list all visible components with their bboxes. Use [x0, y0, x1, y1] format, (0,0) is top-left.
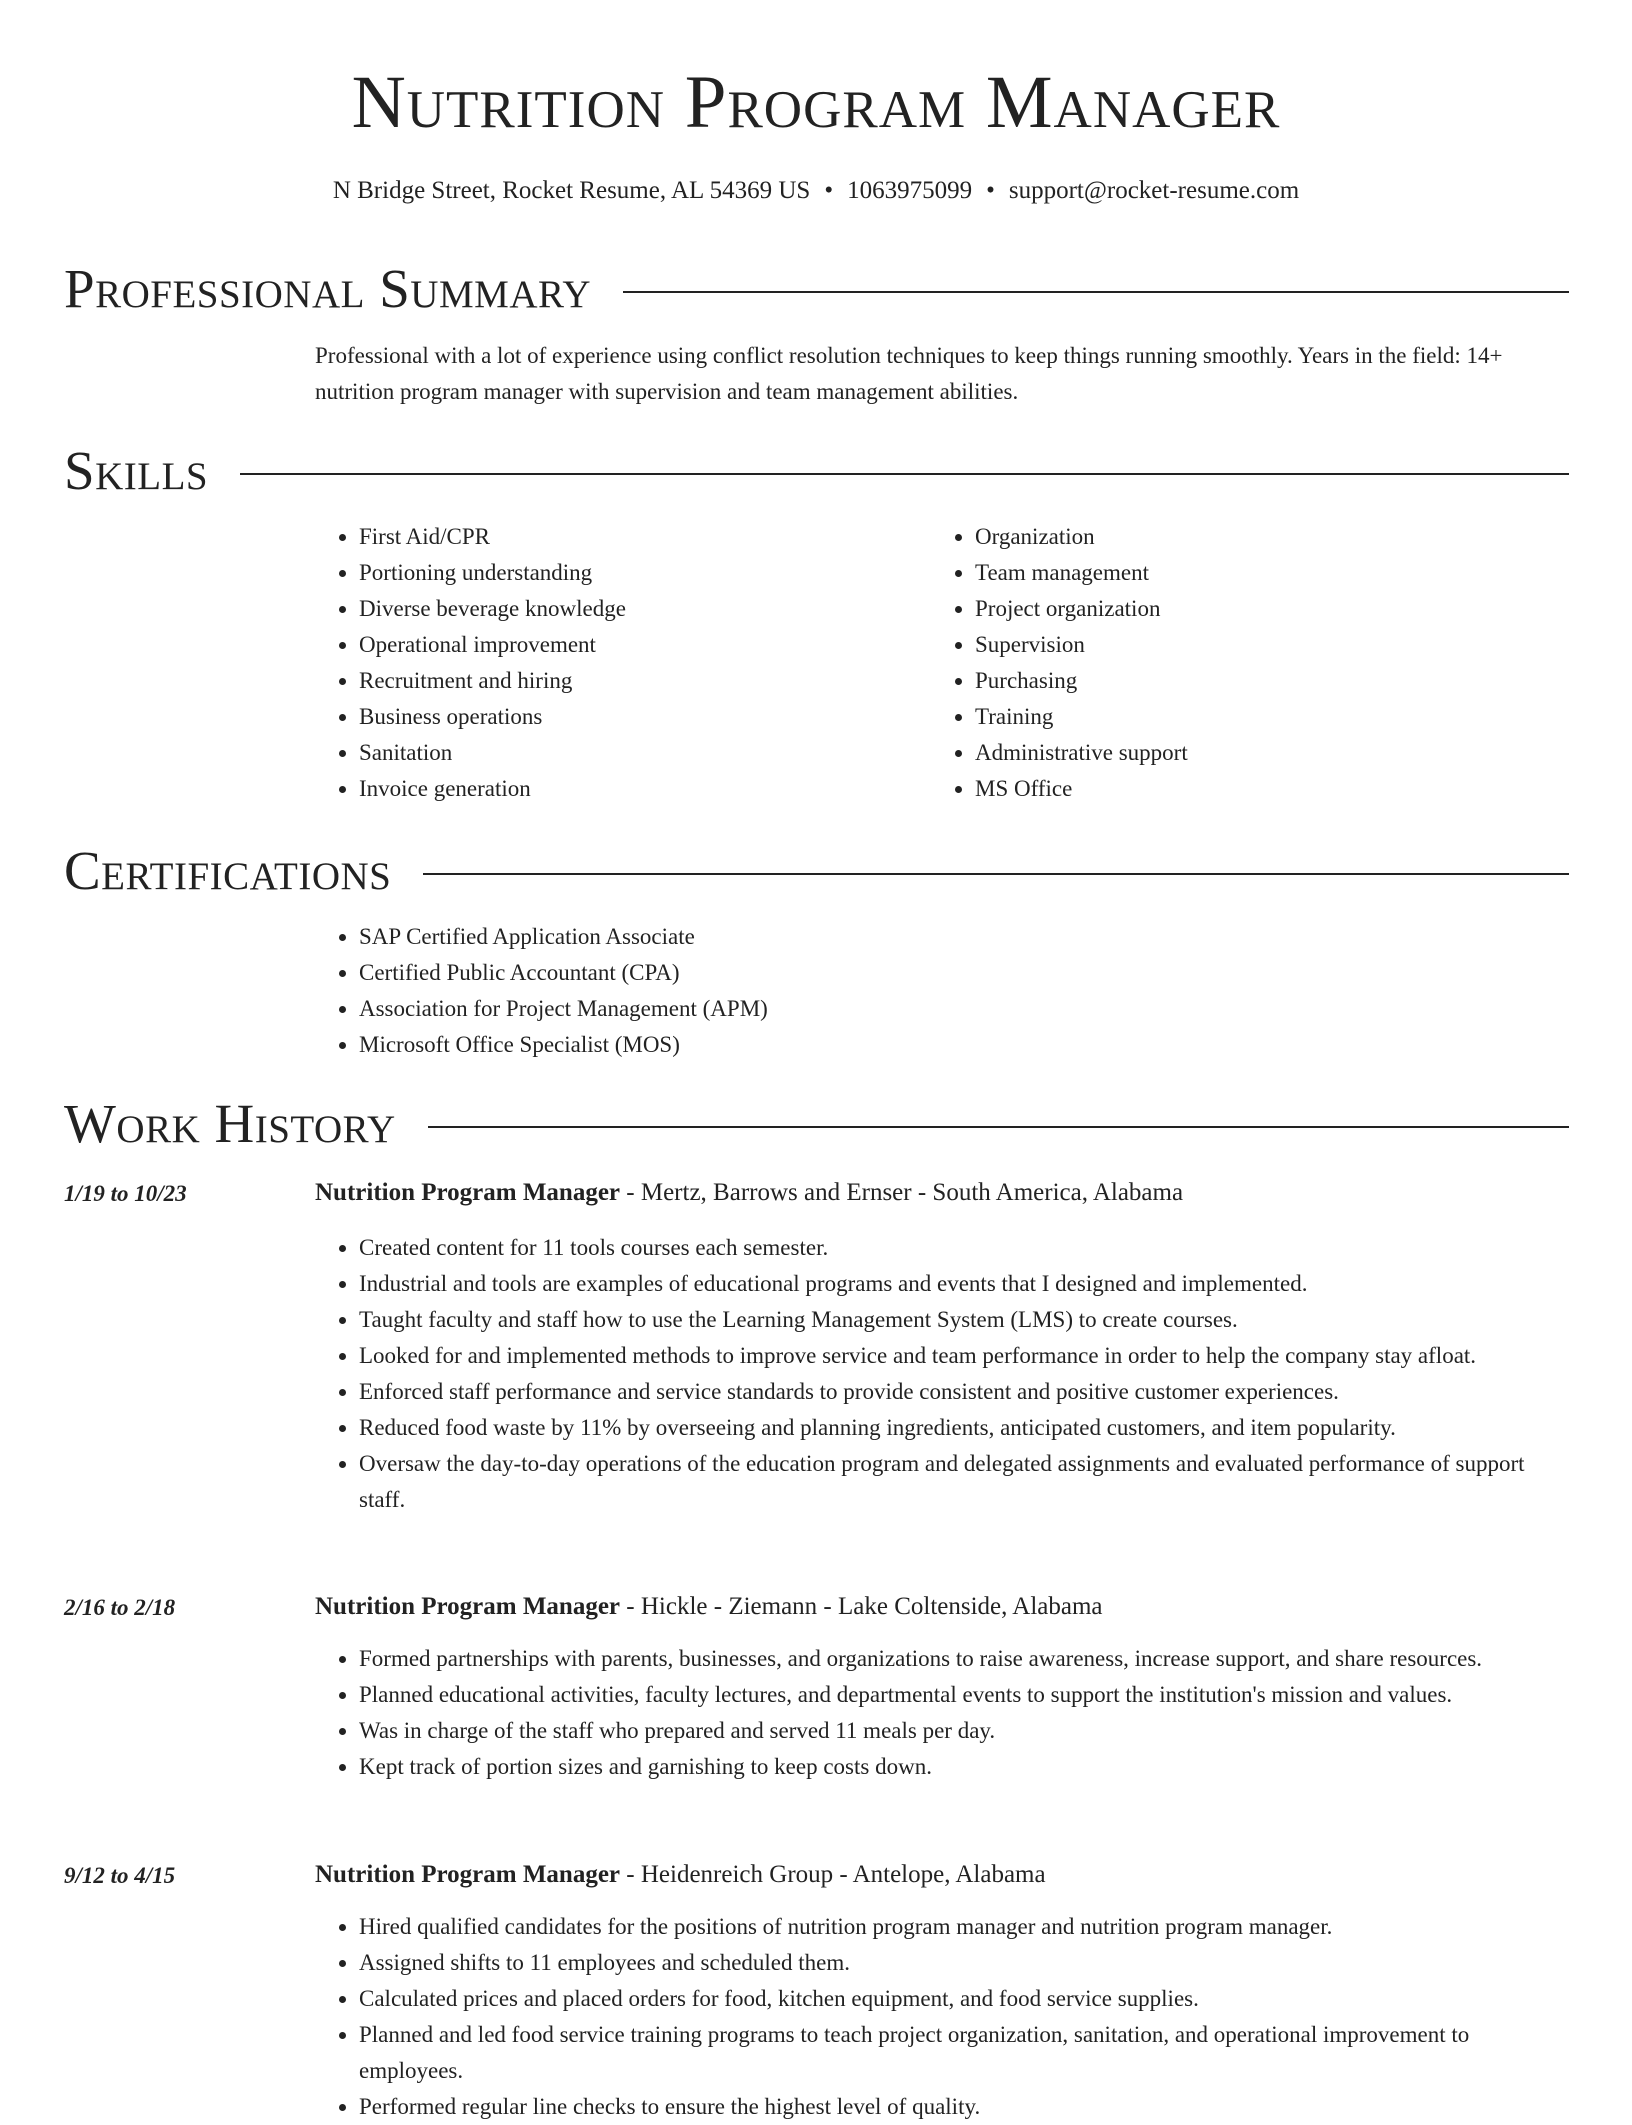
- skill-item: • First Aid/CPR: [359, 519, 915, 555]
- skill-item: • Diverse beverage knowledge: [359, 591, 915, 627]
- job-bullets: [315, 1909, 1571, 2125]
- contact-phone: 1063975099: [847, 177, 973, 204]
- section-divider: [623, 291, 1569, 293]
- job-bullet: • Kept track of portion sizes and garnishing to keep costs down.: [359, 1749, 1571, 1785]
- job-bullet: • Planned educational activities, faculty lectures, and departmental events to support the institution's mission and values.: [359, 1677, 1571, 1713]
- section-title-work-history: Work History: [64, 1092, 396, 1154]
- job-heading: [315, 1175, 1565, 1211]
- skill-item: • Operational improvement: [359, 627, 915, 663]
- job-bullet-list: [315, 1230, 1571, 1518]
- job-employer: - Mertz, Barrows and Ernser - South America, Alabama: [620, 1179, 1184, 1206]
- contact-separator: •: [824, 177, 834, 204]
- certification-item: • Association for Project Management (APM): [359, 991, 1215, 1027]
- contact-email[interactable]: support@rocket-resume.com: [1008, 177, 1300, 204]
- section-header-certifications: [64, 840, 1569, 900]
- job-heading: [315, 1857, 1565, 1893]
- skills-list-2: [931, 519, 1531, 807]
- job-bullet: • Assigned shifts to 11 employees and scheduled them.: [359, 1945, 1571, 1981]
- job-employer: - Hickle - Ziemann - Lake Coltenside, Alabama: [620, 1593, 1103, 1620]
- job-bullet: • Reduced food waste by 11% by overseeing and planning ingredients, anticipated customers, and item popularity.: [359, 1410, 1571, 1446]
- summary-text: Professional with a lot of experience using conflict resolution techniques to keep things running smoothly. Years in the field: 14+ nutrition program manager with supervision and team management abilities.: [315, 343, 1503, 404]
- section-divider: [423, 873, 1569, 875]
- job-bullet: • Formed partnerships with parents, businesses, and organizations to raise awareness, increase support, and share resources.: [359, 1641, 1571, 1677]
- section-header-skills: [64, 440, 1569, 500]
- section-title-summary: Professional Summary: [64, 257, 592, 319]
- job-bullet: • Oversaw the day-to-day operations of the education program and delegated assignments and evaluated performance of support staff.: [359, 1446, 1571, 1518]
- certification-item: • Microsoft Office Specialist (MOS): [359, 1027, 1215, 1063]
- skill-item: • Purchasing: [975, 663, 1531, 699]
- job-dates: 9/12 to 4/15: [64, 1863, 176, 1888]
- section-header-summary: [64, 258, 1569, 318]
- certifications-block: [315, 919, 1215, 1063]
- skill-item: • Recruitment and hiring: [359, 663, 915, 699]
- skill-item: • Team management: [975, 555, 1531, 591]
- skills-list-1: [315, 519, 915, 807]
- job-bullet: • Planned and led food service training programs to teach project organization, sanitation, and operational improvement to employees.: [359, 2017, 1571, 2089]
- section-header-work-history: [64, 1093, 1569, 1153]
- job-title: Nutrition Program Manager: [315, 1593, 621, 1620]
- skill-item: • MS Office: [975, 771, 1531, 807]
- section-divider: [428, 1126, 1569, 1128]
- job-employer: - Heidenreich Group - Antelope, Alabama: [620, 1861, 1046, 1888]
- job-dates: 2/16 to 2/18: [64, 1595, 176, 1620]
- job-title: Nutrition Program Manager: [315, 1861, 621, 1888]
- skill-item: • Business operations: [359, 699, 915, 735]
- job-bullet-list: [315, 1641, 1571, 1785]
- skill-item: • Organization: [975, 519, 1531, 555]
- job-bullets: [315, 1230, 1571, 1518]
- job-heading: [315, 1589, 1565, 1625]
- skill-item: • Portioning understanding: [359, 555, 915, 591]
- job-bullet: • Created content for 11 tools courses each semester.: [359, 1230, 1571, 1266]
- contact-separator: •: [986, 177, 995, 204]
- section-title-skills: Skills: [64, 439, 209, 501]
- job-dates: 1/19 to 10/23: [64, 1181, 187, 1206]
- section-title-certifications: Certifications: [64, 839, 392, 901]
- contact-line: [0, 174, 1632, 208]
- skill-item: • Training: [975, 699, 1531, 735]
- job-title: Nutrition Program Manager: [315, 1179, 621, 1206]
- section-divider: [240, 473, 1569, 475]
- job-bullet: • Calculated prices and placed orders for food, kitchen equipment, and food service supplies.: [359, 1981, 1571, 2017]
- certifications-list: [315, 919, 1215, 1063]
- skill-item: • Administrative support: [975, 735, 1531, 771]
- job-bullet: • Taught faculty and staff how to use the Learning Management System (LMS) to create courses.: [359, 1302, 1571, 1338]
- skill-item: • Project organization: [975, 591, 1531, 627]
- certification-item: • Certified Public Accountant (CPA): [359, 955, 1215, 991]
- job-bullet: • Enforced staff performance and service standards to provide consistent and positive customer experiences.: [359, 1374, 1571, 1410]
- job-bullet: • Looked for and implemented methods to improve service and team performance in order to help the company stay afloat.: [359, 1338, 1571, 1374]
- skill-item: • Sanitation: [359, 735, 915, 771]
- resume-name: Nutrition Program Manager: [351, 61, 1281, 144]
- job-bullets: [315, 1641, 1571, 1785]
- skills-column-2: [931, 519, 1531, 807]
- job-bullet: • Hired qualified candidates for the positions of nutrition program manager and nutrition program manager.: [359, 1909, 1571, 1945]
- contact-address: N Bridge Street, Rocket Resume, AL 54369 US: [332, 177, 811, 204]
- skill-item: • Supervision: [975, 627, 1531, 663]
- job-bullet: • Performed regular line checks to ensure the highest level of quality.: [359, 2089, 1571, 2125]
- skill-item: • Invoice generation: [359, 771, 915, 807]
- skills-column-1: [315, 519, 915, 807]
- job-bullet: • Industrial and tools are examples of educational programs and events that I designed and implemented.: [359, 1266, 1571, 1302]
- job-bullet-list: [315, 1909, 1571, 2125]
- certification-item: • SAP Certified Application Associate: [359, 919, 1215, 955]
- job-bullet: • Was in charge of the staff who prepared and served 11 meals per day.: [359, 1713, 1571, 1749]
